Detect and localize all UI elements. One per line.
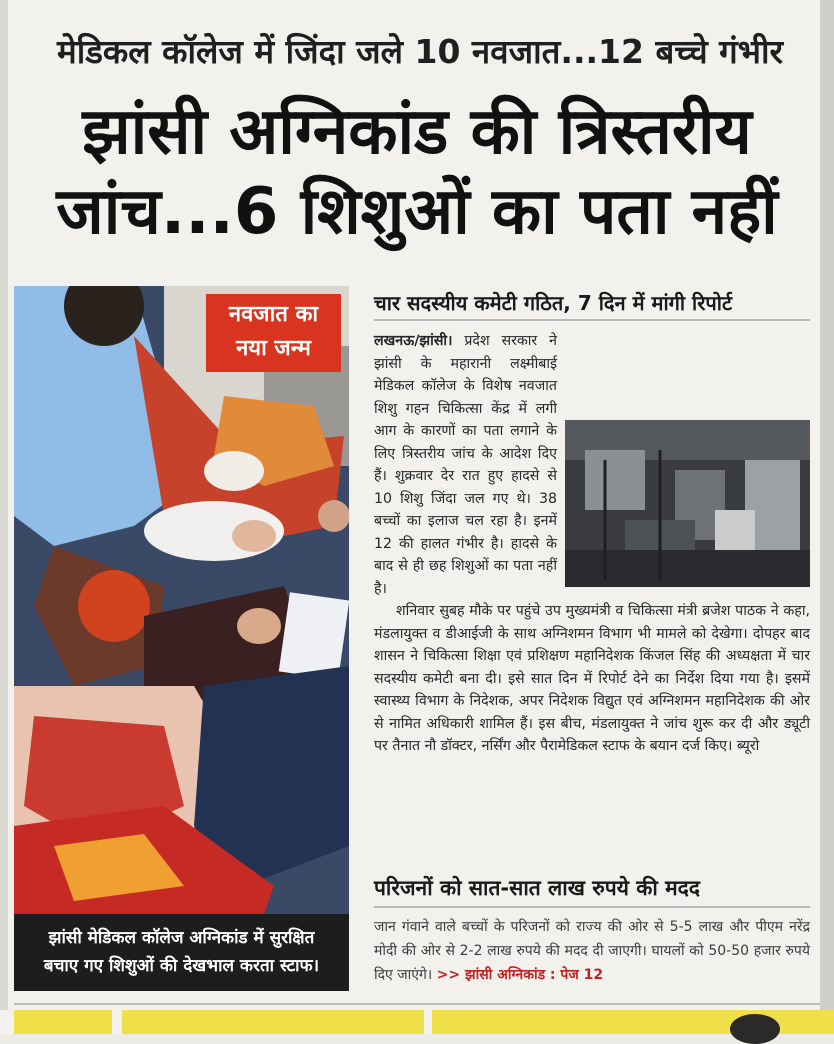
bottom-rule: [14, 1003, 820, 1005]
kicker-headline: मेडिकल कॉलेज में जिंदा जले 10 नवजात...12 बच्चे गंभीर: [56, 32, 784, 71]
subheadline-compensation: परिजनों को सात-सात लाख रुपये की मदद: [374, 870, 810, 908]
main-headline: [20, 92, 814, 252]
dateline: लखनऊ/झांसी।: [374, 333, 453, 349]
compensation-text: जान गंवाने वाले बच्चों के परिजनों को राज्य की ओर से 5-5 लाख और पीएम नरेंद्र मोदी की ओर से 2-2 लाख रुपये की मदद दी जाएगी। घायलों को 50-50 हजार रुपये दिए जाएंगे।: [374, 919, 810, 983]
photo-caption: [14, 914, 349, 991]
strip-gap-mid: [112, 1010, 122, 1034]
strip-gap-right: [424, 1010, 432, 1034]
headline-line-1: झांसी अग्निकांड की त्रिस्तरीय: [82, 95, 752, 169]
paragraph-2: शनिवार सुबह मौके पर पहुंचे उप मुख्यमंत्री व चिकित्सा मंत्री ब्रजेश पाठक ने कहा, मंडलायुक्त व डीआईजी के साथ अग्निशमन विभाग भी मामले को देखेगा। दोपहर बाद शासन ने चिकित्सा शिक्षा एवं प्रशिक्षण महानिदेशक किंजल सिंह की अध्यक्षता में चार सदस्यीय कमेटी बना दी। इसे सात दिन में रिपोर्ट देने का निर्देश दिया गया है। इसमें स्वास्थ्य विभाग के निदेशक, अपर निदेशक विद्युत एवं अग्निशमन महानिदेशक की ओर से नामित अधिकारी शामिल हैं। इस बीच, मंडलायुक्त ने जांच शुरू कर दी और ड्यूटी पर तैनात नौ डॉक्टर, नर्सिंग और पैरामेडिकल स्टाफ के बयान दर्ज किए। ब्यूरो: [374, 603, 810, 754]
strip-gap-left: [0, 1010, 14, 1034]
strip-photo-fragment: [730, 1014, 780, 1044]
page-edge-right: [820, 0, 834, 1034]
news-photo: [14, 286, 349, 991]
photo-caption-line-2: बचाए गए शिशुओं की देखभाल करता स्टाफ।: [43, 956, 320, 976]
paragraph-1: [374, 330, 810, 600]
photo-tag-line-2: नया जन्म: [236, 336, 311, 361]
page-reference-link[interactable]: >> झांसी अग्निकांड : पेज 12: [436, 967, 604, 983]
newborn-care-photo: [14, 286, 349, 914]
next-article-strip: [0, 1010, 834, 1034]
compensation-paragraph: [374, 915, 810, 987]
burnt-ward-photo: [565, 420, 810, 587]
headline-line-2: जांच...6 शिशुओं का पता नहीं: [56, 175, 778, 249]
subheadline-committee: चार सदस्यीय कमेटी गठित, 7 दिन में मांगी रिपोर्ट: [374, 287, 810, 321]
article-body: [374, 330, 810, 758]
paragraph-1-text: प्रदेश सरकार ने झांसी के महारानी लक्ष्मीबाई मेडिकल कॉलेज के विशेष नवजात शिशु गहन चिकित्सा केंद्र में लगी आग के कारणों का पता लगाने के लिए त्रिस्तरीय जांच के आदेश दिए हैं। शुक्रवार देर रात हुए हादसे से 10 शिशु जिंदा जल गए थे। 38 बच्चों का इलाज चल रहा है। इनमें 12 की हालत गंभीर है। हादसे के बाद से ही छह शिशुओं का पता नहीं है।: [374, 333, 557, 597]
strip-block: [268, 1010, 418, 1034]
photo-label-tag: [206, 294, 341, 372]
burnt-nicu-image: [565, 420, 810, 587]
photo-tag-line-1: नवजात का: [228, 302, 319, 327]
photo-caption-line-1: झांसी मेडिकल कॉलेज अग्निकांड में सुरक्षित: [48, 928, 315, 948]
page-edge-left: [0, 0, 8, 1034]
